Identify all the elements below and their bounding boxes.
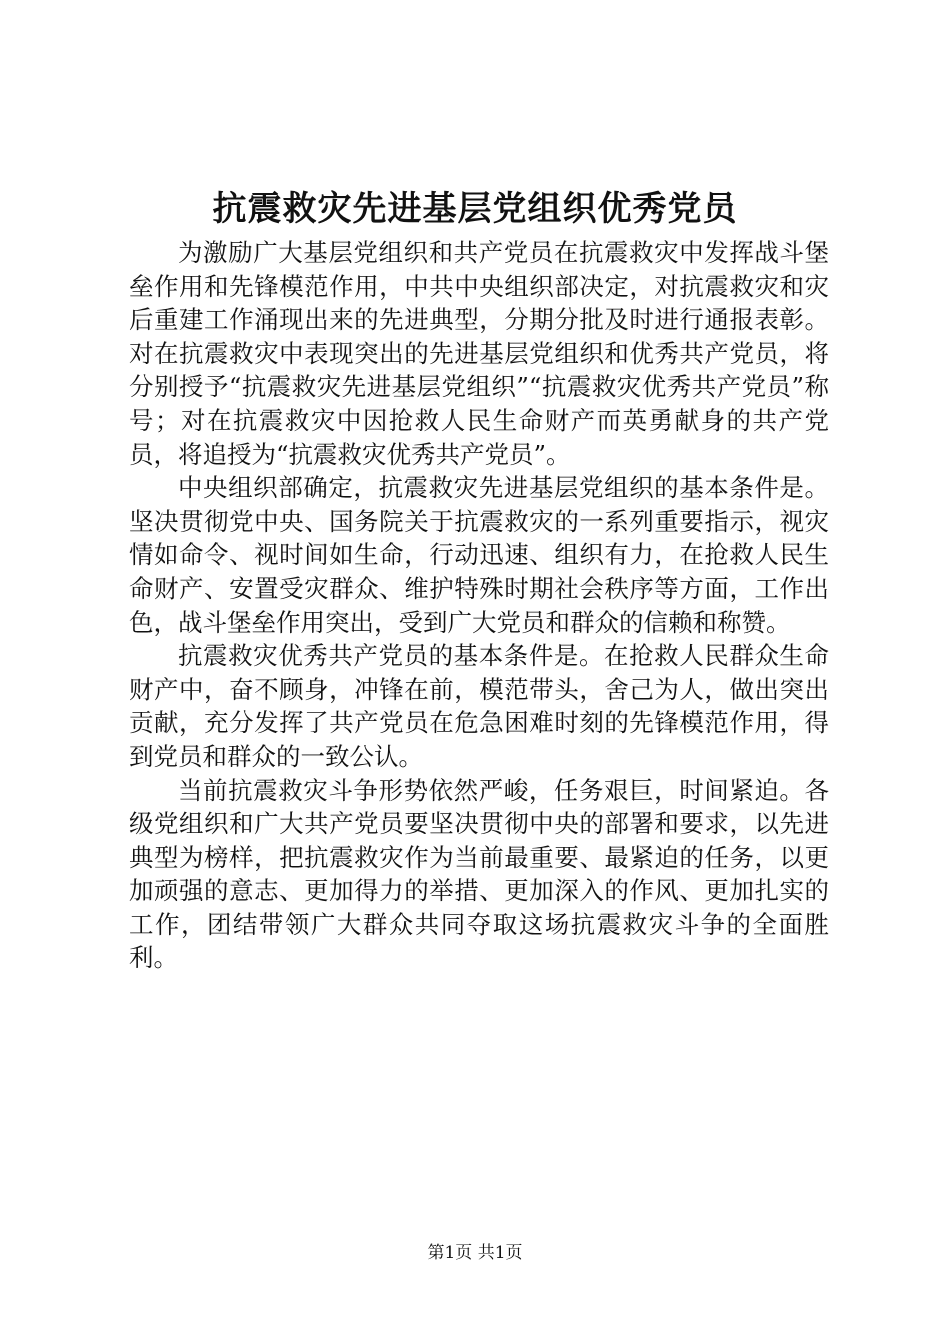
paragraph-3: 抗震救灾优秀共产党员的基本条件是。在抢救人民群众生命财产中，奋不顾身，冲锋在前，模范带头，舍己为人，做出突出贡献，充分发挥了共产党员在危急困难时刻的先锋模范作用，得到党员和群众的一致公认。: [129, 641, 829, 771]
paragraph-2: 中央组织部确定，抗震救灾先进基层党组织的基本条件是。坚决贯彻党中央、国务院关于抗震救灾的一系列重要指示，视灾情如命令、视时间如生命，行动迅速、组织有力，在抢救人民生命财产、安置受灾群众、维护特殊时期社会秩序等方面，工作出色，战斗堡垒作用突出，受到广大党员和群众的信赖和称赞。: [129, 473, 829, 637]
document-title: 抗震救灾先进基层党组织优秀党员: [212, 189, 738, 229]
page-footer: 第1页 共1页: [427, 1243, 523, 1263]
document-body: [129, 236, 829, 975]
paragraph-4: 当前抗震救灾斗争形势依然严峻，任务艰巨，时间紧迫。各级党组织和广大共产党员要坚决贯彻中央的部署和要求，以先进典型为榜样，把抗震救灾作为当前最重要、最紧迫的任务，以更加顽强的意志、更加得力的举措、更加深入的作风、更加扎实的工作，团结带领广大群众共同夺取这场抗震救灾斗争的全面胜利。: [129, 775, 829, 973]
paragraph-1: 为激励广大基层党组织和共产党员在抗震救灾中发挥战斗堡垒作用和先锋模范作用，中共中央组织部决定，对抗震救灾和灾后重建工作涌现出来的先进典型，分期分批及时进行通报表彰。对在抗震救灾中表现突出的先进基层党组织和优秀共产党员，将分别授予“抗震救灾先进基层党组织”“抗震救灾优秀共产党员”称号；对在抗震救灾中因抢救人民生命财产而英勇献身的共产党员，将追授为“抗震救灾优秀共产党员”。: [129, 238, 829, 469]
